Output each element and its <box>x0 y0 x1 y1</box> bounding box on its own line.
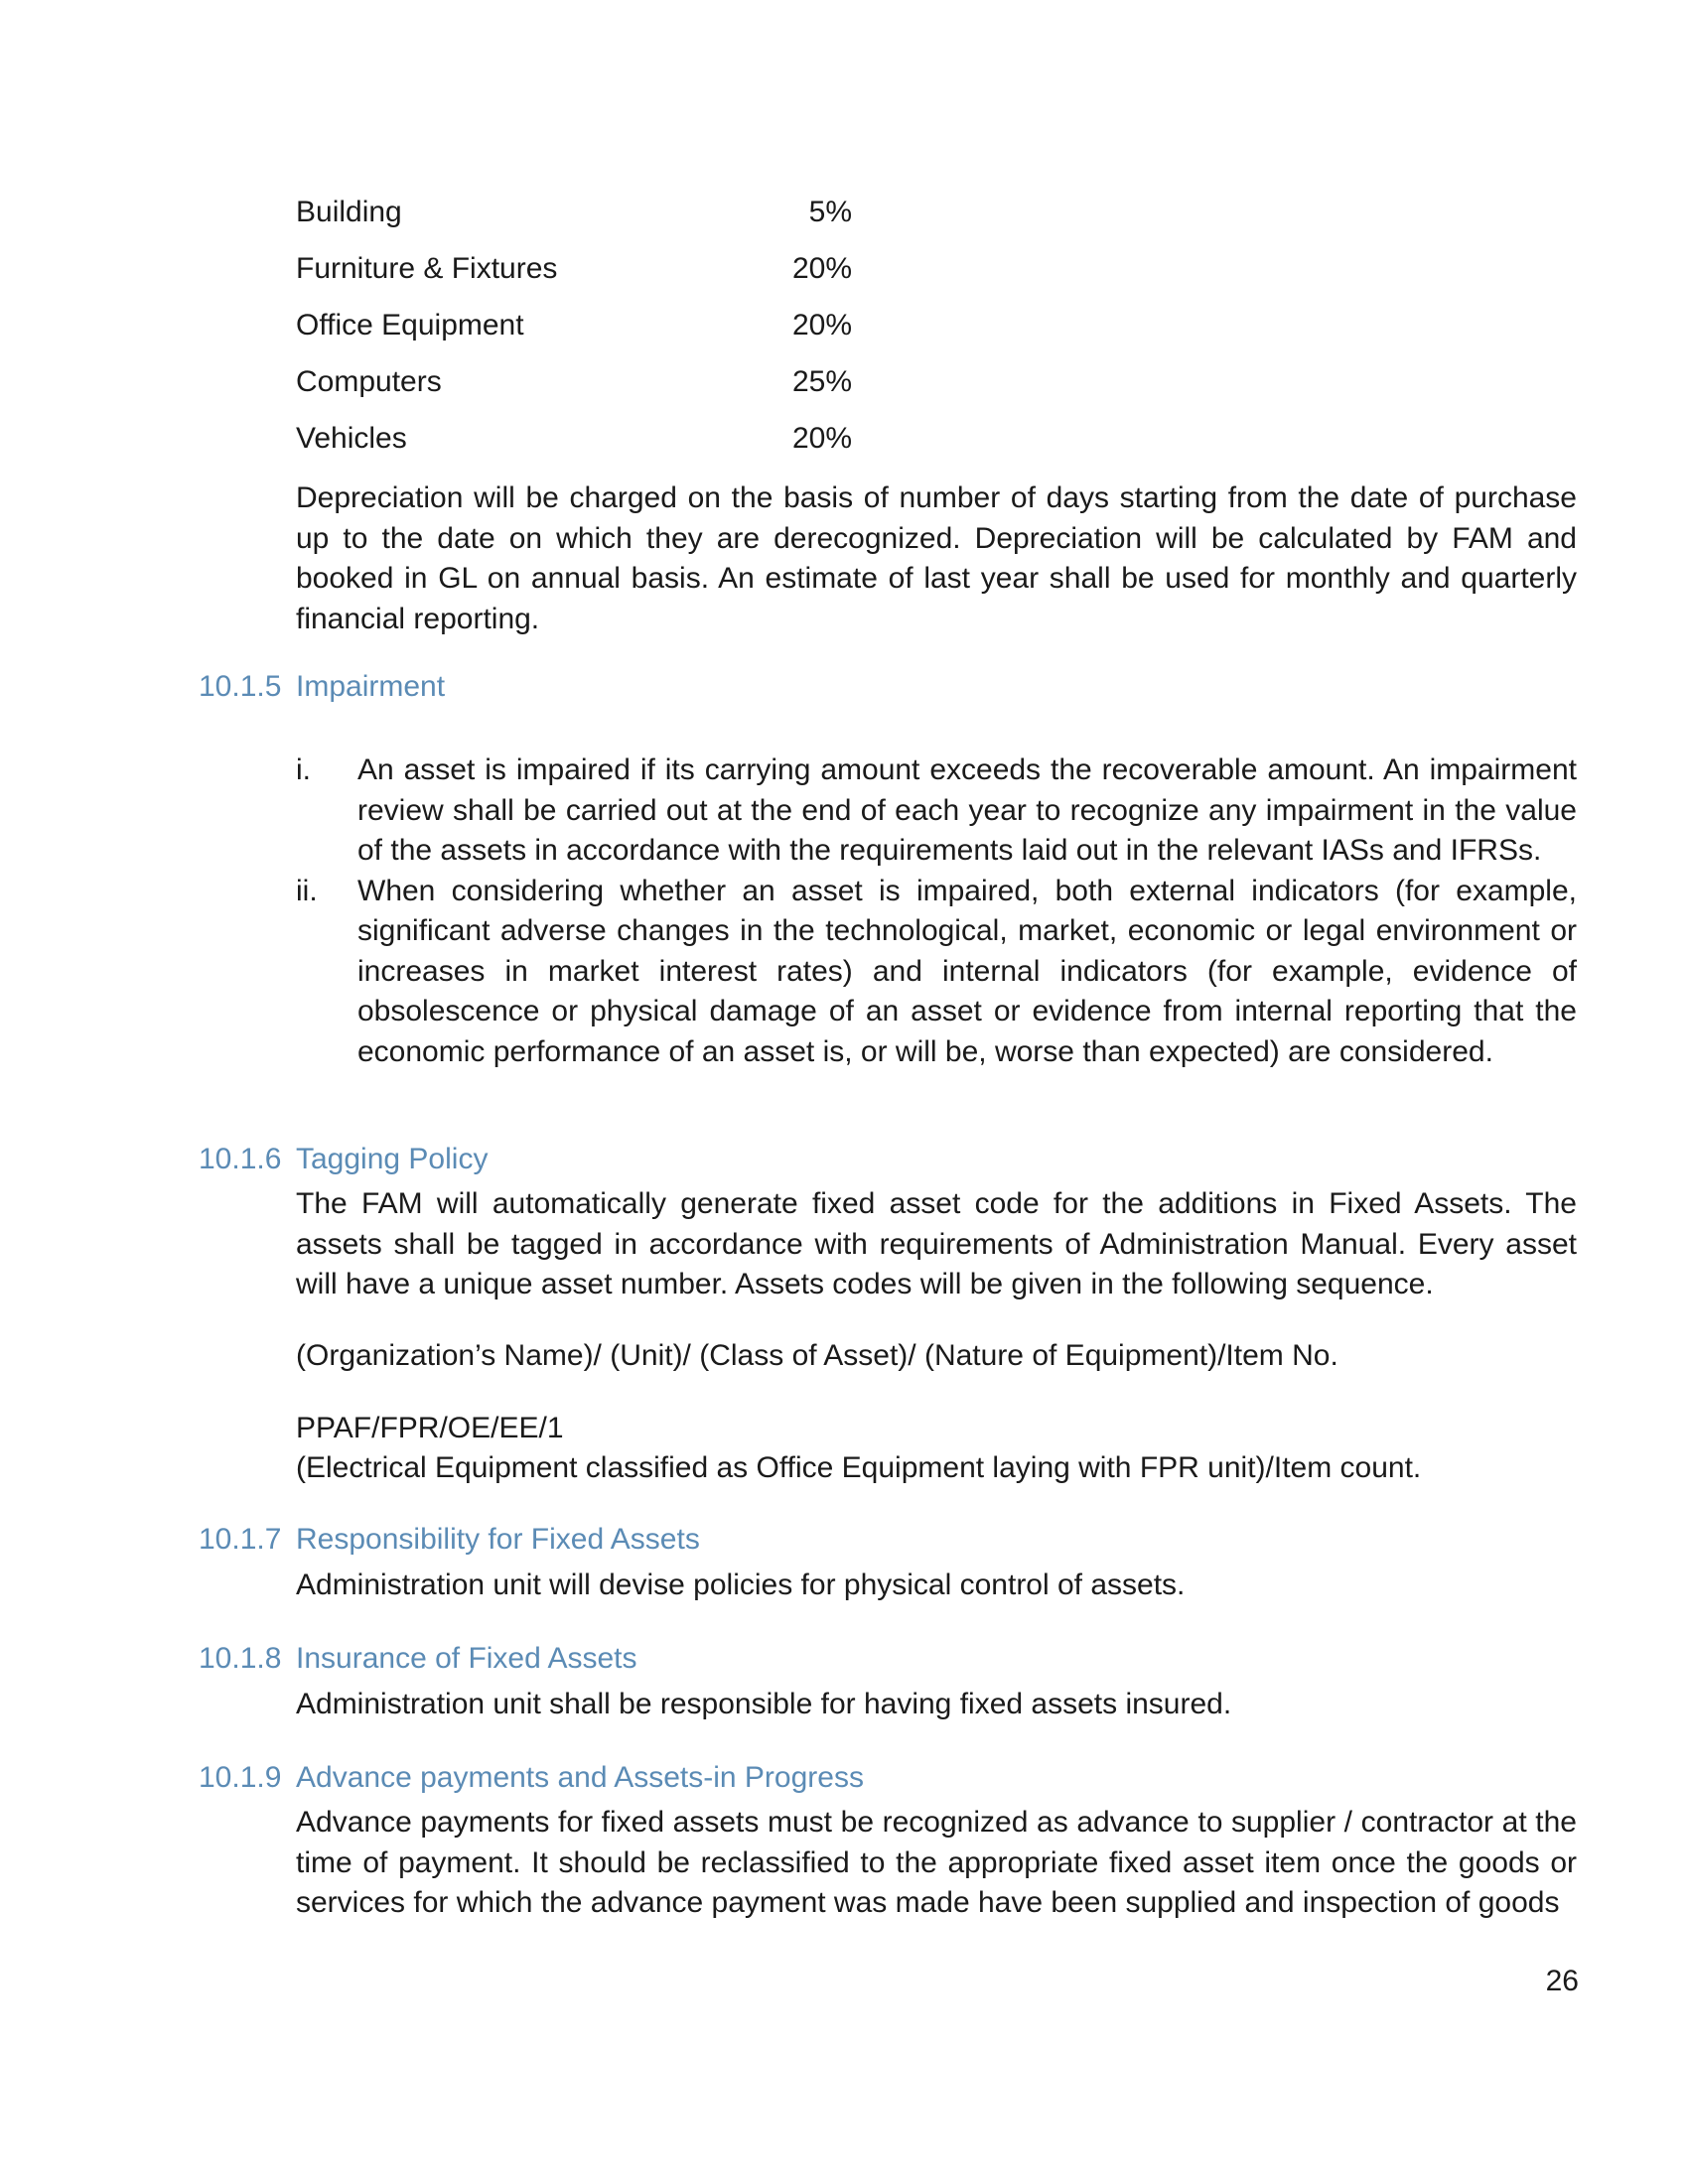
advance-payments-paragraph: Advance payments for fixed assets must be recognized as advance to supplier / contractor at the time of payment. It should be reclassified to the appropriate fixed asset item once the goods or services for which the advance payment was made have been supplied and inspection of goods <box>296 1806 1577 1919</box>
list-item <box>296 872 1577 1073</box>
asset-class: Building <box>296 196 402 228</box>
asset-code-explanation: (Electrical Equipment classified as Office Equipment laying with FPR unit)/Item count. <box>296 1451 1422 1484</box>
list-item-text: When considering whether an asset is impaired, both external indicators (for example, significant adverse changes in the technological, market, economic or legal environment or increases in market interest rates) and internal indicators (for example, evidence of obsolescence or physical damage of an asset or evidence from internal reporting that the economic performance of an asset is, or will be, worse than expected) are considered. <box>357 874 1577 1068</box>
depreciation-rate: 20% <box>791 309 852 341</box>
section-number: 10.1.8 <box>199 1642 282 1675</box>
asset-class: Office Equipment <box>296 309 524 341</box>
list-marker: i. <box>296 753 311 786</box>
section-title: Responsibility for Fixed Assets <box>296 1523 700 1556</box>
asset-class: Furniture & Fixtures <box>296 252 558 285</box>
depreciation-rate: 20% <box>791 252 852 285</box>
table-row <box>296 362 852 419</box>
section-heading-insurance <box>199 1639 637 1679</box>
asset-code-sequence: (Organization’s Name)/ (Unit)/ (Class of Asset)/ (Nature of Equipment)/Item No. <box>296 1339 1338 1372</box>
list-marker: ii. <box>296 874 318 907</box>
section-title: Insurance of Fixed Assets <box>296 1642 637 1675</box>
section-title: Tagging Policy <box>296 1143 489 1175</box>
section-number: 10.1.6 <box>199 1143 282 1175</box>
section-heading-responsibility <box>199 1520 700 1560</box>
section-heading-advance-payments <box>199 1758 864 1798</box>
list-item <box>296 751 1577 872</box>
depreciation-rate: 25% <box>791 365 852 398</box>
depreciation-rate-table <box>296 193 852 476</box>
section-heading-tagging <box>199 1140 488 1179</box>
responsibility-paragraph: Administration unit will devise policies for physical control of assets. <box>296 1569 1186 1601</box>
impairment-list <box>296 751 1577 1072</box>
table-row <box>296 306 852 362</box>
table-row <box>296 193 852 249</box>
asset-class: Vehicles <box>296 422 407 455</box>
list-item-text: An asset is impaired if its carrying amount exceeds the recoverable amount. An impairment review shall be carried out at the end of each year to recognize any impairment in the value of the assets in accordance with the requirements laid out in the relevant IASs and IFRSs. <box>357 753 1577 867</box>
insurance-paragraph: Administration unit shall be responsible for having fixed assets insured. <box>296 1688 1232 1720</box>
section-number: 10.1.9 <box>199 1761 282 1794</box>
section-title: Impairment <box>296 670 446 703</box>
depreciation-paragraph: Depreciation will be charged on the basis of number of days starting from the date of purchase up to the date on which they are derecognized. Depreciation will be calculated by FAM and booked in GL on annual basis. An estimate of last year shall be used for monthly and quarterly financial reporting. <box>296 481 1577 635</box>
tagging-paragraph: The FAM will automatically generate fixed asset code for the additions in Fixed Assets. The assets shall be tagged in accordance with requirements of Administration Manual. Every asset will have a unique asset number. Assets codes will be given in the following sequence. <box>296 1187 1577 1300</box>
section-number: 10.1.7 <box>199 1523 282 1556</box>
page-number: 26 <box>1545 1965 1579 1997</box>
section-title: Advance payments and Assets-in Progress <box>296 1761 864 1794</box>
asset-class: Computers <box>296 365 442 398</box>
table-row <box>296 419 852 476</box>
depreciation-rate: 20% <box>791 422 852 455</box>
asset-code-example: PPAF/FPR/OE/EE/1 <box>296 1412 564 1444</box>
section-heading-impairment <box>199 667 445 707</box>
section-number: 10.1.5 <box>199 670 282 703</box>
table-row <box>296 249 852 306</box>
depreciation-rate: 5% <box>808 196 852 228</box>
